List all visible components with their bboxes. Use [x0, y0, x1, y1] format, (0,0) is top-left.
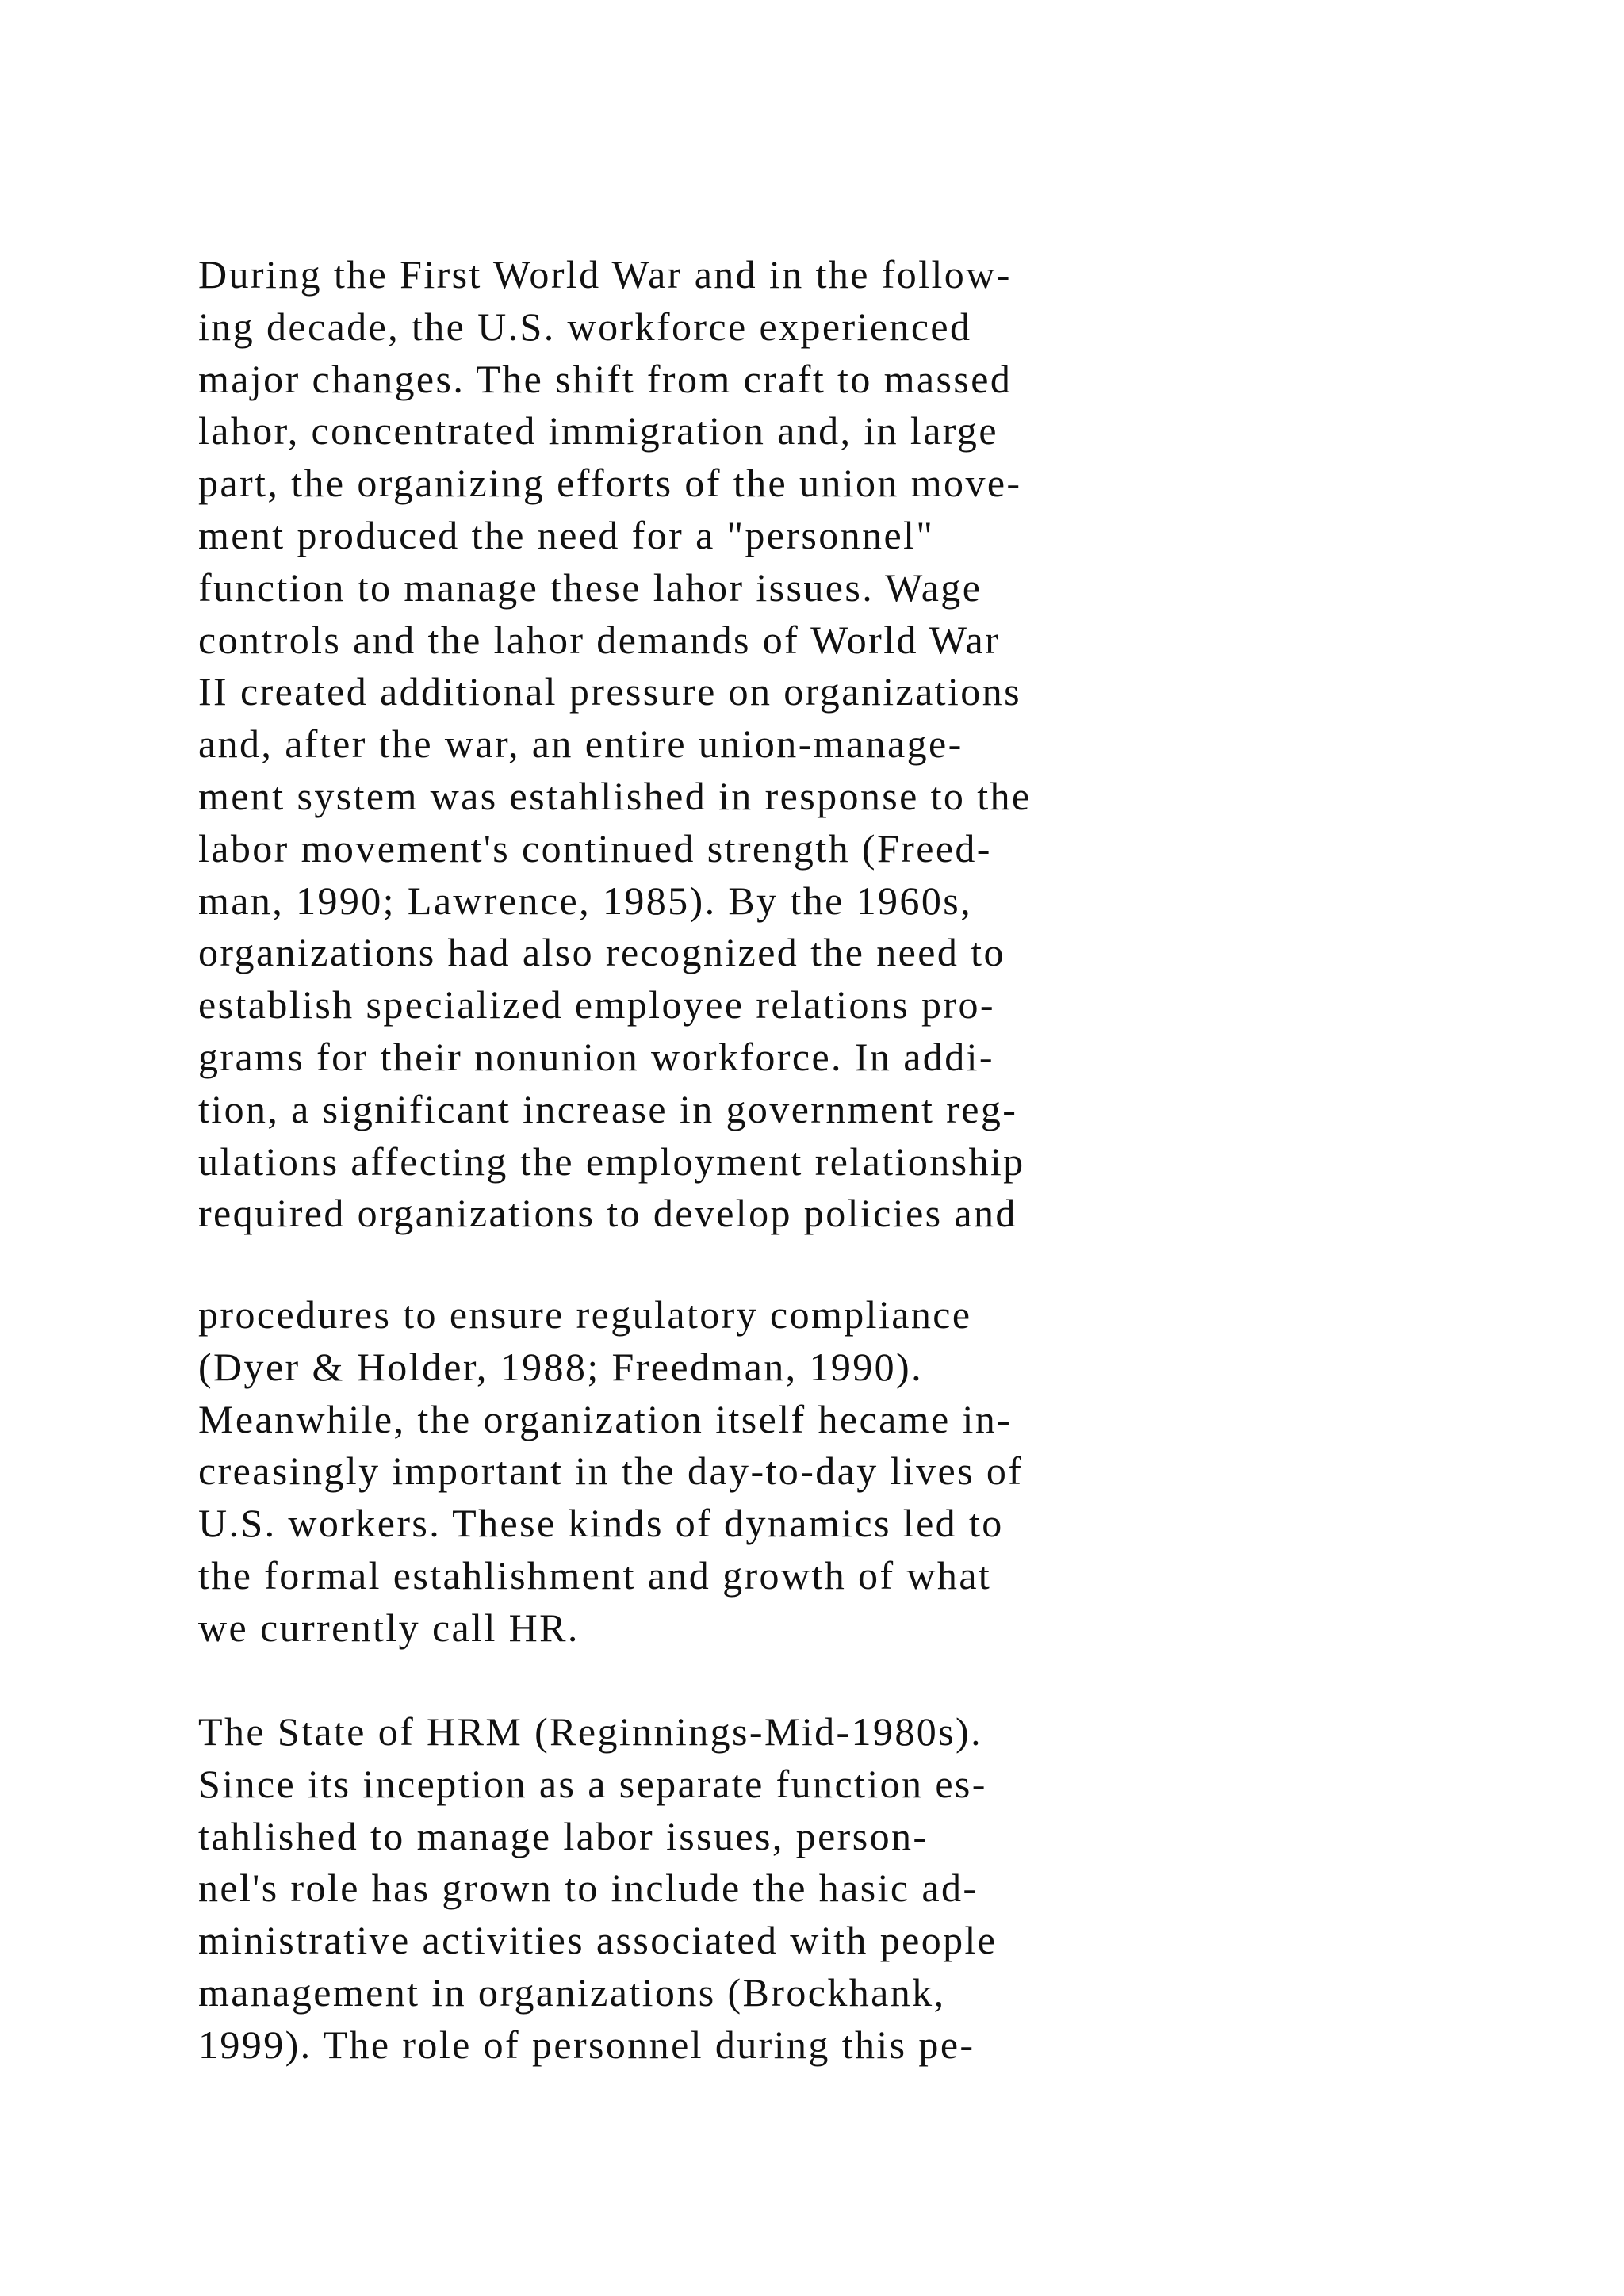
text-line: (Dyer & Holder, 1988; Freedman, 1990).: [198, 1344, 924, 1389]
text-line: II created additional pressure on organizations: [198, 669, 1021, 714]
text-line: labor movement's continued strength (Freed-: [198, 825, 992, 871]
paragraph-1: [198, 249, 1150, 1240]
text-line: grams for their nonunion workforce. In addi-: [198, 1034, 994, 1079]
text-line: ment system was estahlished in response to the: [198, 773, 1032, 818]
text-line: function to manage these lahor issues. Wage: [198, 564, 982, 610]
text-line: During the First World War and in the follow-: [198, 252, 1012, 297]
text-line: man, 1990; Lawrence, 1985). By the 1960s,: [198, 878, 972, 923]
text-line: tion, a significant increase in government reg-: [198, 1086, 1018, 1131]
text-line: management in organizations (Brockhank,: [198, 1969, 946, 2015]
paragraph-3: [198, 1706, 1150, 2072]
text-line: major changes. The shift from craft to massed: [198, 356, 1013, 401]
text-line: lahor, concentrated immigration and, in large: [198, 408, 998, 453]
text-line: ulations affecting the employment relationship: [198, 1138, 1025, 1184]
paragraph-2: [198, 1289, 1150, 1655]
text-line: nel's role has grown to include the hasic ad-: [198, 1866, 979, 1911]
text-line: 1999). The role of personnel during this pe-: [198, 2022, 975, 2067]
text-line: Meanwhile, the organization itself hecame in-: [198, 1396, 1013, 1441]
text-line: establish specialized employee relations pro-: [198, 982, 995, 1027]
text-line: organizations had also recognized the need to: [198, 930, 1005, 975]
text-line: ing decade, the U.S. workforce experienced: [198, 304, 972, 349]
text-line: The State of HRM (Reginnings-Mid-1980s).: [198, 1709, 982, 1754]
text-line: Since its inception as a separate function es-: [198, 1761, 987, 1806]
text-line: ministrative activities associated with people: [198, 1918, 998, 1963]
text-line: we currently call HR.: [198, 1605, 580, 1650]
text-line: U.S. workers. These kinds of dynamics led to: [198, 1501, 1004, 1546]
text-line: required organizations to develop policies and: [198, 1191, 1017, 1236]
text-line: tahlished to manage labor issues, person-: [198, 1813, 929, 1858]
text-line: ment produced the need for a "personnel": [198, 512, 935, 557]
text-line: part, the organizing efforts of the union move-: [198, 461, 1022, 506]
text-line: procedures to ensure regulatory compliance: [198, 1292, 972, 1337]
text-line: and, after the war, an entire union-manage-: [198, 721, 963, 767]
text-line: controls and the lahor demands of World War: [198, 617, 1001, 662]
text-line: the formal estahlishment and growth of what: [198, 1552, 992, 1598]
text-line: creasingly important in the day-to-day lives of: [198, 1448, 1024, 1494]
